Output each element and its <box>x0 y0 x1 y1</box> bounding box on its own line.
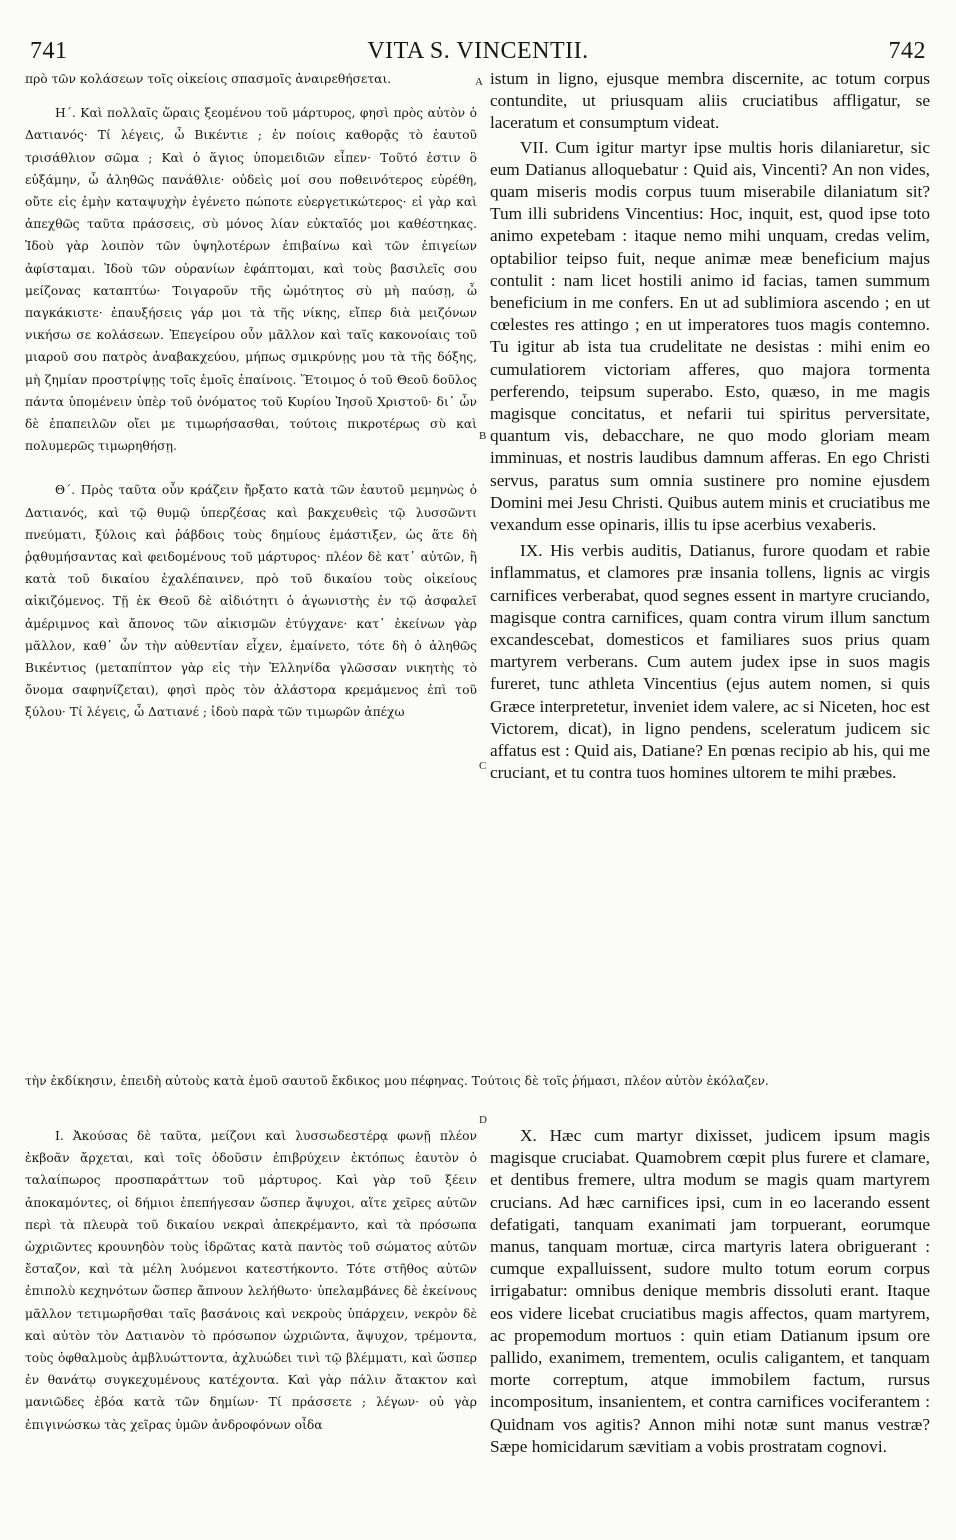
greek-paragraph-0: πρὸ τῶν κολάσεων τοῖς οἰκείοις σπασμοῖς ἀναιρεθήσεται. <box>25 72 392 86</box>
greek-column-upper <box>25 68 477 1070</box>
marker-b: B <box>479 430 487 442</box>
latin-paragraph-0: istum in ligno, ejusque membra discernite, ac totum corpus contundite, ut priusquam aliis cruciatibus affligatur, se laceratum et consumptum videat. <box>490 69 930 133</box>
latin-paragraph-9: IX. His verbis auditis, Datianus, furore quodam et rabie inflammatus, et clamores præ insania tollens, lignis ac virgis carnifices verberabat, quod segnes essent in martyre cruciando, magisque contra carnifices, quam contra virum illum sanctum excandescebat, domesticos et familiares suos prius quam martyrem verberans. Cum autem judex ipse in suos magis fureret, tunc athleta Vincentius (ejus autem nomen, si quis Græce interpretetur, inveniet idem valere, ac si Niceten, hoc est Victorem, dicat), in ligno pendens, sceleratum judicem sic affatus est : Quid ais, Datiane? En pœnas recipio ab his, qui me cruciant, et tu contra tuos homines ultorem te mihi præbes. <box>490 541 930 783</box>
greek-column-lower <box>25 1125 477 1540</box>
marker-d: D <box>479 1114 487 1126</box>
latin-column-lower <box>490 1125 930 1540</box>
latin-column-upper <box>490 68 930 1070</box>
page-number-left: 741 <box>30 38 68 64</box>
greek-paragraph-9: Θ΄. Πρὸς ταῦτα οὖν κράζειν ἤρξατο κατὰ τῶν ἑαυτοῦ μεμηνὼς ὁ Δατιανός, καὶ τῷ θυμῷ ὑπερζέσας καὶ βακχευθεὶς τῷ λυσσῶντι πνεύματι, ξύλοις καὶ ῥάβδοις τοὺς δημίους ἐμάστιξεν, ὡς ἅτε δὴ ῥᾳθυμήσαντας καὶ φειδομένους τοῦ μάρτυρος· πλέον δὲ κατ᾽ αὐτῶν, ἢ κατὰ τοῦ δικαίου ἐχαλέπαινεν, πρὸ τοῦ δικαίου τοὺς οἰκείους αἰκιζόμενος. Τῇ ἐκ Θεοῦ δὲ αἰδιότητι ὁ ἀγωνιστὴς ἐν τῷ ἀσφαλεῖ ἀμέριμνος καὶ ἄπονος τῶν αἰκισμῶν ἐτύγχανε· κατ᾽ ἐκείνων γὰρ μᾶλλον, καθ᾽ ὧν τὴν αὐθεντίαν εἶχεν, ἐμαίνετο, τότε δὴ ὁ ἀληθῶς Βικέντιος (μεταπίπτον γὰρ εἰς τὴν Ἑλληνίδα γλῶσσαν νικητὴς τὸ ὄνομα σαφηνίζεται), φησὶ πρὸς τὸν ἀλάστορα κρεμάμενος ἐπὶ τοῦ ξύλου· Τί λέγεις, ὦ Δατιανέ ; ἰδοὺ παρὰ τῶν τιμωρῶν ἀπέχω <box>25 483 477 720</box>
latin-paragraph-7: VII. Cum igitur martyr ipse multis horis dilaniaretur, sic eum Datianus alloquebatur : Quid ais, Vincenti? An non vides, quam miseris modis corpus tuum miserabile dilaniatum sit? Tum illi subridens Vincentius: Hoc, inquit, est, quod ipse toto animo expetebam : itaque nemo mihi unquam, credas velim, optabilior teipso fuit, neque animæ meæ beneficium majus contulit : nam licet hostili animo id facias, tamen summum beneficium in me confers. En ut ad sublimiora ascendo ; en ut cœlestes res attingo ; en ut imperatores tuos magis contemno. Tu igitur ab ista tua crudelitate ne desistas : mihi enim eo cumulatiorem victoriam afferes, quo majora tormenta perferendo, teipsum superabo. Esto, quæso, in me magis magisque concitatus, et nefarii tui spiritus perversitate, quantum vis, debacchare, ne quo modo gloriam meam imminuas, et nostris laudibus damnum afferas. En ego Christi servus, paratus sum omnia sustinere pro nomine ejusdem Domini mei Jesu Christi. Quibus autem minis et cruciatibus me vexandum esse opinaris, illis tu ipse acerbius vexaberis. <box>490 137 930 535</box>
page-number-right: 742 <box>888 38 926 64</box>
greek-paragraph-8: Η΄. Καὶ πολλαῖς ὥραις ξεομένου τοῦ μάρτυρος, φησὶ πρὸς αὐτὸν ὁ Δατιανός· Τί λέγεις, ὦ Βικέντιε ; ἐν ποίοις καθορᾷς τὸ ἑαυτοῦ τρισάθλιον σῶμα ; Καὶ ὁ ἅγιος ὑπομειδιῶν εἶπεν· Τοῦτό ἐστιν ὃ εὐξάμην, ὦ ἀληθῶς πανάθλιε· οὐδεὶς μοί σου ποθεινότερος εὑρέθη, οὔτε εἰς ἐμὴν καταψυχὴν ἐγένετο πώποτε εὐεργετικώτερος· εἰ γὰρ καὶ ἀπεχθῶς ταῦτα πράσσεις, σὺ μόνος λίαν εὐκταῖός μοι καθέστηκας. Ἰδοὺ γὰρ λοιπὸν τῶν ὑψηλοτέρων ἐπιβαίνω καὶ τῶν ἐπιγείων ἀφίσταμαι. Ἰδοὺ τῶν οὐρανίων ἐφάπτομαι, καὶ τοὺς βασιλεῖς σου μείζονας καταπτύω· Τοιγαροῦν τῆς ὠμότητος σὺ μὴ παύσῃ, ὦ παγκάκιστε· ἐπαυξήσεις γάρ μοι τὰ τῆς νίκης, εἴπερ διὰ μειζόνων νικήσω σε κολάσεων. Ἐπεγείρου οὖν μᾶλλον καὶ ταῖς κακονοίαις τοῦ μιαροῦ σου πατρὸς ἀναβακχεύου, μήπως σμικρύνῃς μου τὰ τῆς δόξης, μὴ ζημίαν προστρίψῃς τοῖς ἐμοῖς ἐπαίνοις. Ἕτοιμος ὁ τοῦ Θεοῦ δοῦλος πάντα ὑπομένειν ὑπὲρ τοῦ ὀνόματος τοῦ Κυρίου Ἰησοῦ Χριστοῦ· δι᾽ ὧν δὲ ἐπαπειλῶν οἴει με τιμωρήσασθαι, τούτοις πικροτέρως σὺ καὶ πολυμερῶς τιμωρηθήσῃ. <box>25 106 477 454</box>
latin-paragraph-10: X. Hæc cum martyr dixisset, judicem ipsum magis magisque cruciabat. Quamobrem cœpit plus furere et clamare, et dentibus fremere, ultra modum se magis quam martyrem crucians. Ad hæc carnifices ipsi, cum in eo lacerando essent defatigati, tanquam exanimati jam torpuerant, eorumque manus, tanquam mortuæ, circa martyris latera obriguerant : cumque expalluissent, sudore multo totum eorum corpus irrigabatur: omnibus denique membris dissoluti erant. Itaque eos videre licebat cruciatibus magis affectos, quam martyrem, ac propemodum mortuos : quin etiam Datianum ipsum ore pallido, exanimem, trementem, oculis caligantem, et tanquam morte correptum, atque immobilem factum, rursus incompositum, insanientem, et contra carnifices vociferantem : Quidnam vos agitis? Annon mihi notæ sunt manus vestræ? Sæpe homicidarum sævitiam a vobis prostratam cognovi. <box>490 1126 930 1456</box>
running-title: VITA S. VINCENTII. <box>367 38 589 64</box>
page-header <box>30 38 926 68</box>
marker-c: C <box>479 760 487 772</box>
greek-continuation: τὴν ἐκδίκησιν, ἐπειδὴ αὐτοὺς κατὰ ἐμοῦ σαυτοῦ ἔκδικος μου πέφηνας. Τούτοις δὲ τοῖς ῥήμασι, πλέον αὐτὸν ἐκόλαζεν. <box>25 1074 769 1088</box>
marker-a: A <box>475 76 483 88</box>
greek-paragraph-10: Ι. Ἀκούσας δὲ ταῦτα, μείζονι καὶ λυσσωδεστέρᾳ φωνῇ πλέον ἐκβοᾶν ἄρχεται, καὶ τοῖς ὀδοῦσιν ἐπιβρύχειν ἐκτόπως ἑαυτὸν ὁ ταλαίπωρος προσπαράττων τοῦ μάρτυρος. Καὶ γὰρ τοῦ ξέειν ἀποκαμόντες, οἱ δήμιοι ἐπεπήγεσαν ὥσπερ ἄψυχοι, αἵτε χεῖρες αὐτῶν περὶ τὰ πλευρὰ τοῦ δικαίου νεκραὶ ἀπεκρέμαντο, καὶ τὰ πρόσωπα ὠχριῶντες κρουνηδὸν τοὺς ἱδρῶτας κατὰ παντὸς τοῦ σώματος αὐτῶν ἔσταζον, καὶ τὰ μέλη λυόμενοι κατεστήκοντο. Τότε στῆθος αὐτῶν ἐπιπολὺ κεχηνότων ὥσπερ ἄπνουν λελήθωτο· ὑπελαμβάνες δὲ ἐκείνους μᾶλλον τετιμωρῆσθαι ταῖς βασάνοις καὶ νεκροὺς ὑπάρχειν, νεκρὸν δὲ καὶ αὐτὸν τὸν Δατιανὸν τὸ πρόσωπον ὠχριῶντα, ἄψυχον, τρέμοντα, τοὺς ὀφθαλμοὺς ἀμβλυώττοντα, ἀχλυώδει τινὶ τῷ βλέμματι, καὶ ὥσπερ ἐν θανάτῳ συγκεχυμένους κατέχοντα. Καὶ γὰρ πάλιν ἄτακτον καὶ μανιῶδες ἐβόα κατὰ τῶν δημίων· Τί πράσσετε ; λέγων· οὐ γὰρ ἐπιγινώσκω τὰς χεῖρας ὑμῶν ἀνδροφόνων οἶδα <box>25 1129 477 1432</box>
